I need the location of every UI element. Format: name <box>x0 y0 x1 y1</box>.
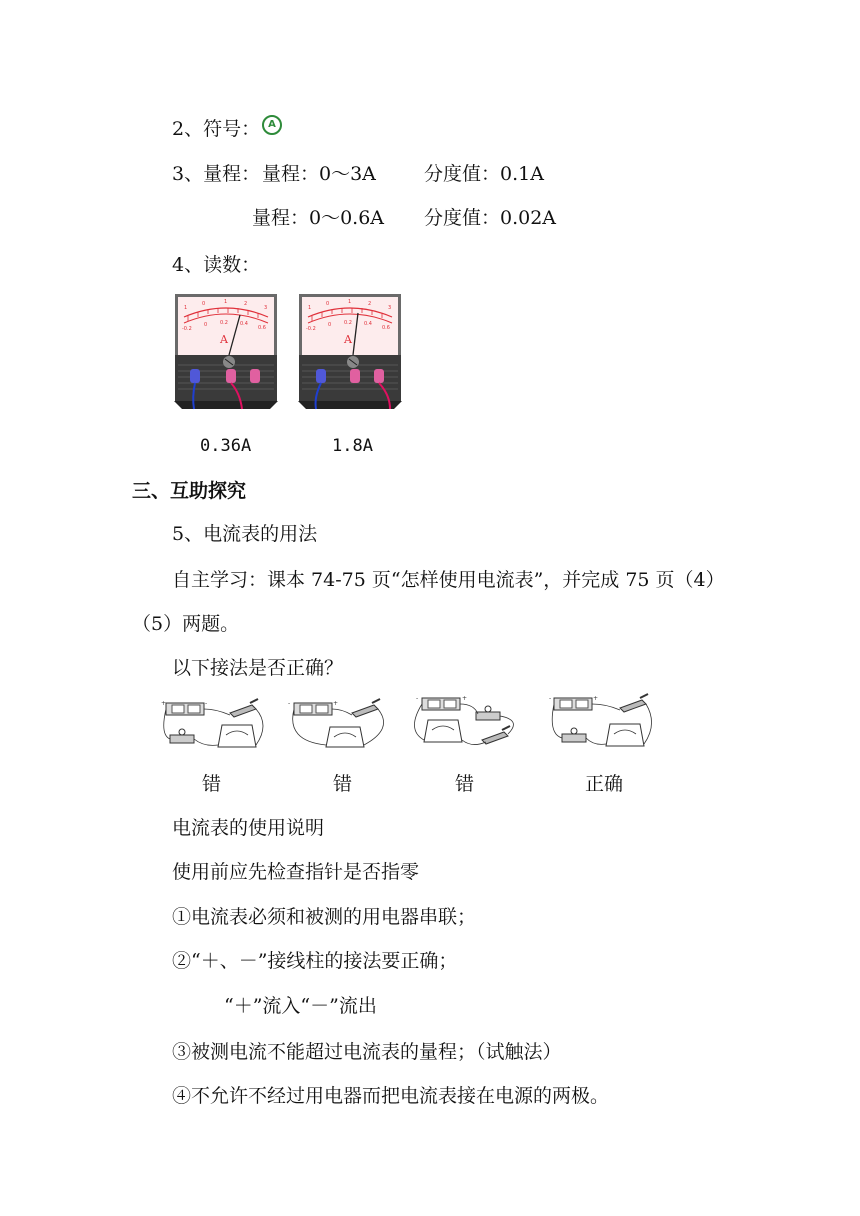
svg-text:-: - <box>288 700 291 707</box>
reading-label: 4、读数： <box>172 254 261 276</box>
symbol-label: 2、符号： <box>172 118 261 140</box>
svg-text:0.4: 0.4 <box>240 321 248 327</box>
instructions-rule-2-detail: “＋”流入“－”流出 <box>224 995 377 1017</box>
range-label: 3、量程： <box>172 163 261 185</box>
svg-text:0: 0 <box>326 301 330 307</box>
ammeter-image-1 <box>174 293 278 411</box>
range-row1-range: 量程：0～3A <box>262 163 376 185</box>
svg-text:-: - <box>549 695 552 702</box>
svg-text:0: 0 <box>328 322 332 328</box>
svg-text:0.6: 0.6 <box>382 325 390 331</box>
svg-text:0.4: 0.4 <box>364 321 372 327</box>
svg-text:+: + <box>593 695 599 702</box>
self-study-line-1: 自主学习：课本 74-75 页“怎样使用电流表”，并完成 75 页（4） <box>172 569 725 591</box>
section-3-title: 三、互助探究 <box>132 480 247 502</box>
ammeter-symbol-icon: A <box>262 115 282 135</box>
svg-text:A: A <box>344 333 352 346</box>
svg-text:-: - <box>416 695 419 702</box>
svg-text:2: 2 <box>244 301 248 307</box>
svg-text:-: - <box>205 700 208 707</box>
svg-text:-0.2: -0.2 <box>182 326 192 332</box>
circuit-diagram-4 <box>548 690 658 754</box>
svg-text:1: 1 <box>308 305 312 311</box>
circuit-4-verdict: 正确 <box>585 773 624 795</box>
svg-text:0.2: 0.2 <box>220 320 228 326</box>
svg-text:1: 1 <box>224 299 228 305</box>
instructions-check: 使用前应先检查指针是否指零 <box>172 861 420 883</box>
usage-title: 5、电流表的用法 <box>172 523 318 545</box>
circuit-diagram-3 <box>406 690 522 758</box>
svg-text:-0.2: -0.2 <box>306 326 316 332</box>
ammeter-image-2 <box>298 293 402 411</box>
svg-text:0.6: 0.6 <box>258 325 266 331</box>
svg-text:0.2: 0.2 <box>344 320 352 326</box>
range-row1-division: 分度值：0.1A <box>424 163 544 185</box>
range-row2-division: 分度值：0.02A <box>424 207 557 229</box>
circuit-1-verdict: 错 <box>202 773 222 795</box>
range-row2-range: 量程：0～0.6A <box>252 207 385 229</box>
svg-text:0: 0 <box>204 322 208 328</box>
meter-1-reading: 0.36A <box>200 436 252 456</box>
instructions-title: 电流表的使用说明 <box>172 817 325 839</box>
instructions-rule-3: ③被测电流不能超过电流表的量程；（试触法） <box>172 1041 562 1063</box>
circuit-diagram-2 <box>286 695 396 755</box>
svg-text:A: A <box>220 333 228 346</box>
svg-text:2: 2 <box>368 301 372 307</box>
svg-text:3: 3 <box>388 305 392 311</box>
circuit-diagram-1 <box>160 695 270 755</box>
svg-text:1: 1 <box>348 299 352 305</box>
self-study-line-2: （5）两题。 <box>132 613 240 635</box>
instructions-rule-2: ②“＋、－”接线柱的接法要正确； <box>172 950 458 972</box>
circuit-2-verdict: 错 <box>333 773 353 795</box>
circuit-3-verdict: 错 <box>455 773 475 795</box>
question-text: 以下接法是否正确？ <box>172 657 344 679</box>
svg-text:+: + <box>462 695 468 702</box>
svg-text:3: 3 <box>264 305 268 311</box>
svg-text:1: 1 <box>184 305 188 311</box>
instructions-rule-4: ④不允许不经过用电器而把电流表接在电源的两极。 <box>172 1085 610 1107</box>
meter-2-reading: 1.8A <box>332 436 373 456</box>
svg-text:0: 0 <box>202 301 206 307</box>
svg-text:+: + <box>161 700 167 707</box>
instructions-rule-1: ①电流表必须和被测的用电器串联； <box>172 906 477 928</box>
svg-text:+: + <box>333 700 339 707</box>
